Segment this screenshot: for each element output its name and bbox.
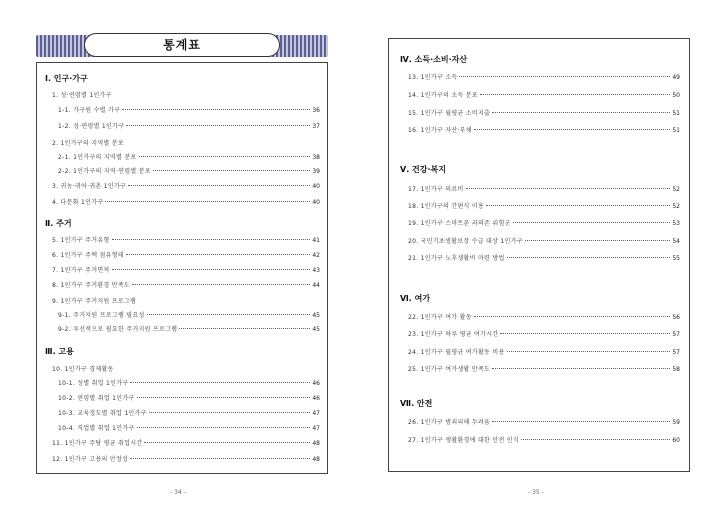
toc-entry-10-3[interactable]: 10-3. 교육정도별 취업 1인가구 47 (58, 410, 320, 417)
toc-entry-1-2[interactable]: 1-2. 성·연령별 1인가구 37 (58, 123, 320, 130)
toc-entry-12[interactable]: 12. 1인가구 고용의 안정성 48 (52, 456, 320, 463)
toc-entry-23[interactable]: 23. 1인가구 하루 평균 여가시간 57 (408, 331, 680, 338)
toc-entry-10-1[interactable]: 10-1. 성별 취업 1인가구 46 (58, 380, 320, 387)
toc-entry-10-4[interactable]: 10-4. 직업별 취업 1인가구 47 (58, 425, 320, 432)
toc-entry-24[interactable]: 24. 1인가구 월평균 여가활동 비용 57 (408, 349, 680, 356)
toc-entry-15[interactable]: 15. 1인가구 월평균 소비지출 51 (408, 110, 680, 117)
toc-entry-6[interactable]: 6. 1인가구 주택 점유형태 42 (52, 252, 320, 259)
toc-entry-21[interactable]: 21. 1인가구 노후생활비 마련 방법 55 (408, 255, 680, 262)
toc-group-2: 2. 1인가구의 지역별 분포 (52, 140, 124, 147)
title-box (84, 33, 280, 57)
toc-entry-2-1[interactable]: 2-1. 1인가구의 지역별 분포 38 (58, 154, 320, 161)
toc-group-1: 1. 성·연령별 1인가구 (52, 92, 112, 99)
toc-entry-17[interactable]: 17. 1인가구 의료비 52 (408, 186, 680, 193)
toc-entry-27[interactable]: 27. 1인가구 생활환경에 대한 안전 인식 60 (408, 437, 680, 444)
toc-entry-4[interactable]: 4. 다문화 1인가구 40 (52, 199, 320, 206)
section-heading-population: Ⅰ. 인구·가구 (45, 74, 88, 83)
page-title: 통계표 (163, 38, 201, 52)
right-page (360, 0, 720, 508)
section-heading-safety: Ⅶ. 안전 (400, 399, 433, 408)
toc-entry-2-2[interactable]: 2-2. 1인가구의 지역·연령별 분포 39 (58, 168, 320, 175)
toc-entry-18[interactable]: 18. 1인가구의 간편식 이용 52 (408, 203, 680, 210)
toc-entry-8[interactable]: 8. 1인가구 주거환경 만족도 44 (52, 282, 320, 289)
section-heading-housing: Ⅱ. 주거 (45, 219, 72, 228)
toc-entry-16[interactable]: 16. 1인가구 자산·부채 51 (408, 127, 680, 134)
toc-entry-13[interactable]: 13. 1인가구 소득 49 (408, 74, 680, 81)
section-heading-employment: Ⅲ. 고용 (45, 347, 74, 356)
toc-group-9: 9. 1인가구 주거지원 프로그램 (52, 298, 137, 305)
toc-entry-26[interactable]: 26. 1인가구 범죄피해 두려움 59 (408, 419, 680, 426)
toc-entry-3[interactable]: 3. 귀농·귀어·귀촌 1인가구 40 (52, 183, 320, 190)
section-heading-leisure: Ⅵ. 여가 (400, 294, 431, 303)
toc-entry-11[interactable]: 11. 1인가구 주당 평균 취업시간 48 (52, 440, 320, 447)
toc-entry-14[interactable]: 14. 1인가구의 소득 분포 50 (408, 92, 680, 99)
toc-entry-10-2[interactable]: 10-2. 연령별 취업 1인가구 46 (58, 395, 320, 402)
section-heading-health: Ⅴ. 건강·복지 (400, 165, 446, 174)
toc-entry-9-1[interactable]: 9-1. 주거지원 프로그램 필요성 45 (58, 312, 320, 319)
toc-group-10: 10. 1인가구 경제활동 (52, 366, 114, 373)
toc-entry-20[interactable]: 20. 국민기초생활보장 수급 대상 1인가구 54 (408, 238, 680, 245)
section-heading-income: Ⅳ. 소득·소비·자산 (400, 55, 468, 64)
toc-entry-7[interactable]: 7. 1인가구 주거면적 43 (52, 267, 320, 274)
toc-entry-5[interactable]: 5. 1인가구 주거유형 41 (52, 237, 320, 244)
toc-entry-22[interactable]: 22. 1인가구 여가 활동 56 (408, 314, 680, 321)
toc-entry-9-2[interactable]: 9-2. 우선적으로 필요한 주거지원 프로그램 45 (58, 326, 320, 333)
toc-entry-1-1[interactable]: 1-1. 가구원 수별 가구 36 (58, 107, 320, 114)
page-number-left: - 34 - (170, 489, 186, 496)
page-number-right: - 35 - (528, 489, 544, 496)
toc-entry-25[interactable]: 25. 1인가구 여가생활 만족도 58 (408, 366, 680, 373)
toc-entry-19[interactable]: 19. 1인가구 스마트폰 과의존 위험군 53 (408, 220, 680, 227)
